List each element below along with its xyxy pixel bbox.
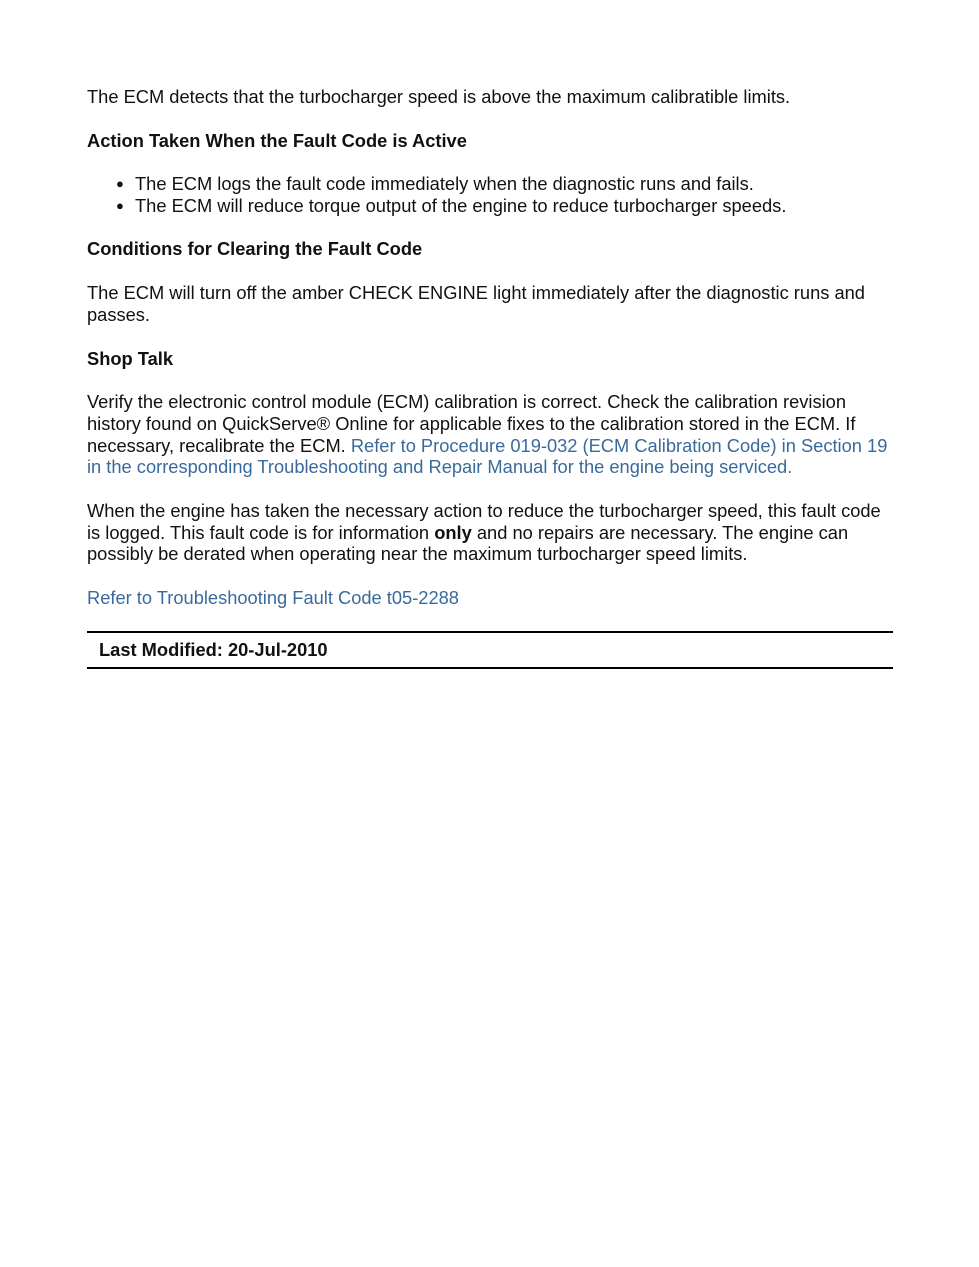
list-item-text: The ECM will reduce torque output of the engine to reduce turbocharger speeds. xyxy=(135,194,787,216)
action-list xyxy=(87,173,893,216)
last-modified: Last Modified: 20-Jul-2010 xyxy=(87,631,893,669)
list-item xyxy=(116,194,893,217)
shop-talk-heading: Shop Talk xyxy=(87,347,173,369)
info-text-before: When the engine has taken the necessary action to reduce the turbocharger speed, this fault code is logged. This fault code is for information xyxy=(87,500,881,543)
clearing-heading: Conditions for Clearing the Fault Code xyxy=(87,238,423,260)
info-text-bold: only xyxy=(434,521,472,543)
action-heading: Action Taken When the Fault Code is Active xyxy=(87,129,467,151)
list-item-text: The ECM logs the fault code immediately when the diagnostic runs and fails. xyxy=(135,173,754,195)
procedure-link[interactable]: Refer to Procedure 019-032 (ECM Calibration Code) in Section 19 in the corresponding Troubleshooting and Repair Manual for the engine being serviced. xyxy=(87,434,888,478)
shop-talk-text xyxy=(87,391,893,478)
intro-text: The ECM detects that the turbocharger speed is above the maximum calibratible limits. xyxy=(87,86,791,107)
bullet-icon: ● xyxy=(116,176,124,192)
document-page xyxy=(87,86,893,669)
refer-paragraph xyxy=(87,587,893,609)
fault-code-link[interactable]: Refer to Troubleshooting Fault Code t05-2288 xyxy=(87,587,459,609)
list-item xyxy=(116,173,893,195)
shop-talk-body: Verify the electronic control module (ECM) calibration is correct. Check the calibration revision history found on QuickServe® Online for applicable fixes to the calibration stored in the ECM. If necessary, recalibrate the ECM. xyxy=(87,391,856,456)
bullet-icon: ● xyxy=(116,197,124,213)
info-text-after: and no repairs are necessary. The engine can possibly be derated when operating near the maximum turbocharger speed limits. xyxy=(87,521,849,565)
clearing-text: The ECM will turn off the amber CHECK ENGINE light immediately after the diagnostic runs and passes. xyxy=(87,282,865,325)
info-paragraph xyxy=(87,500,893,565)
